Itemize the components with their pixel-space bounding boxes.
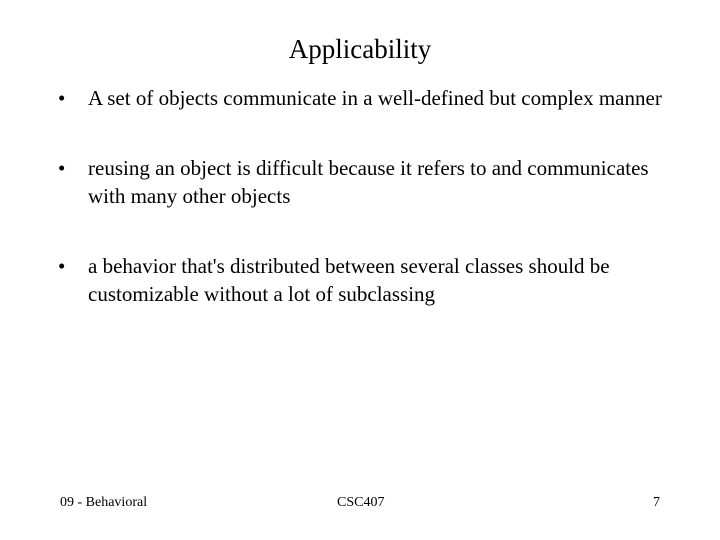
footer-course-code: CSC407: [337, 495, 385, 510]
footer-page-number: 7: [653, 495, 660, 510]
bullet-item: [58, 84, 688, 112]
bullet-marker-icon: •: [58, 156, 66, 180]
bullet-marker-icon: •: [58, 86, 66, 110]
bullet-marker-icon: •: [58, 254, 66, 278]
bullet-list: [58, 84, 688, 350]
bullet-text: a behavior that's distributed between several classes should be customizable without a lot of subclassing: [88, 254, 610, 306]
bullet-item: [58, 154, 688, 210]
bullet-item: [58, 252, 688, 308]
footer-section-label: 09 - Behavioral: [60, 495, 148, 510]
slide-title: Applicability: [288, 34, 432, 64]
bullet-text: A set of objects communicate in a well-defined but complex manner: [88, 86, 662, 110]
bullet-text: reusing an object is difficult because it refers to and communicates with many other objects: [88, 156, 649, 208]
